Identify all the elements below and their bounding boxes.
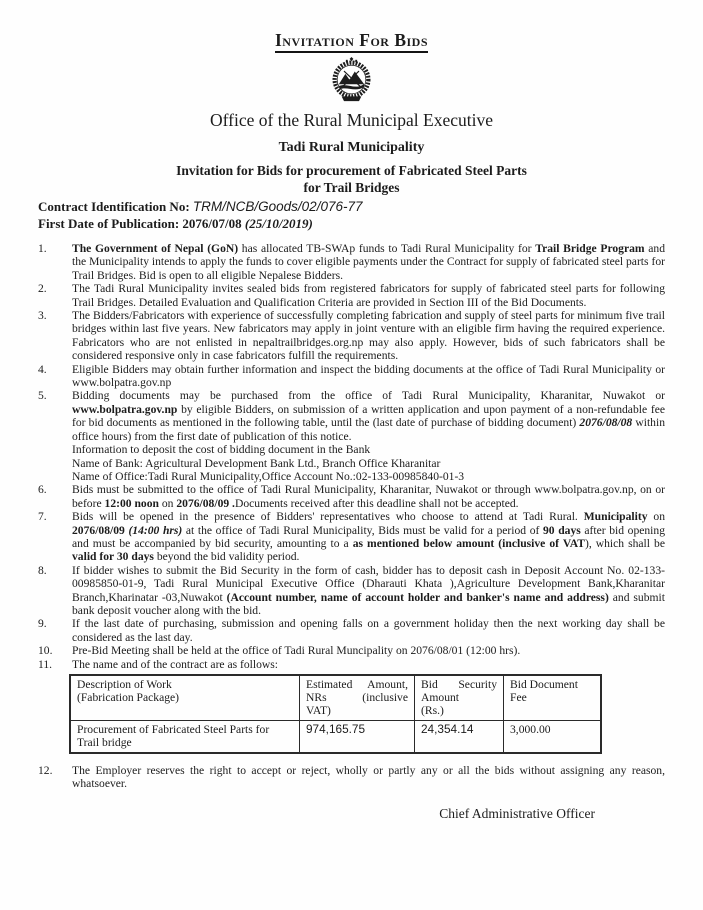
office-name: Office of the Rural Municipal Executive bbox=[210, 110, 493, 130]
table-header-cell: Estimated Amount, NRs (inclusive VAT) bbox=[300, 675, 415, 721]
publication-label: First Date of Publication: bbox=[38, 215, 183, 231]
numbered-list bbox=[38, 242, 665, 671]
item-number: 7. bbox=[38, 510, 47, 524]
publication-date-bs: 2076/07/08 bbox=[182, 215, 245, 231]
numbered-list-continued bbox=[38, 764, 665, 791]
table-cell: Procurement of Fabricated Steel Parts for Trail bridge bbox=[70, 721, 300, 754]
list-item bbox=[38, 564, 665, 618]
item-text: Bids must be submitted to the office of Tadi Rural Municipality, Kharanitar, Nuwakot or through www.bolpatra.gov.np, on or before 12:00 noon on 2076/08/09 .Documents received after this deadline shall not be accepted. bbox=[72, 483, 665, 510]
item-text: Bidding documents may be purchased from the office of Tadi Rural Municipality, Kharanitar, Nuwakot or www.bolpatra.gov.np by eligible Bidders, on submission of a written application and upon payment of a non-refundable fee for bid documents as mentioned in the following table, until the (last date of purchase of bidding document) 2076/08/08 within office hours) from the first date of publication of this notice. Information to deposit the cost of bidding document in the Bank Name of Bank: Agricultural Development Bank Ltd., Branch Office Kharanitar Name of Office:Tadi Rural Municipality,Office Account No.:02-133-00985840-01-3 bbox=[72, 389, 665, 483]
item-number: 5. bbox=[38, 389, 47, 403]
table-row bbox=[70, 721, 601, 754]
list-item bbox=[38, 309, 665, 363]
item-number: 11. bbox=[38, 657, 53, 671]
list-item bbox=[38, 242, 665, 282]
table-header-cell: Bid Security Amount (Rs.) bbox=[415, 675, 504, 721]
list-item bbox=[38, 658, 665, 671]
item-text: The Bidders/Fabricators with experience of successfully completing fabrication and supply of steel parts for minimum five trail bridges within last five years. New fabricators may apply in joint venture with an eligible firm having the required experience. Fabricators who are not enlisted in nepaltrailbridges.org.np may also apply. However, bids of such fabricators shall be considered responsive only in case fabricators fulfill the requirements. bbox=[72, 309, 665, 363]
list-item bbox=[38, 282, 665, 309]
table-cell: 3,000.00 bbox=[504, 721, 602, 754]
list-item bbox=[38, 764, 665, 791]
item-text: The Tadi Rural Municipality invites sealed bids from registered fabricators for supply of fabricated steel parts for following Trail Bridges. Detailed Evaluation and Qualification Criteria are provided in Section III of the Bid Documents. bbox=[72, 282, 665, 309]
item-number: 8. bbox=[38, 563, 47, 577]
item-text: Eligible Bidders may obtain further information and inspect the bidding documents at the office of Tadi Rural Municipality or www.bolpatra.gov.np bbox=[72, 362, 665, 390]
table-cell: 24,354.14 bbox=[415, 721, 504, 754]
publication-date-line bbox=[38, 216, 665, 233]
table-header-cell: Bid Document Fee bbox=[504, 675, 602, 721]
table-header-cell: Description of Work (Fabrication Package) bbox=[70, 675, 300, 721]
item-number: 1. bbox=[38, 242, 47, 255]
contract-identification-line bbox=[38, 199, 665, 216]
item-text: If the last date of purchasing, submission and opening falls on a government holiday then the next working day shall be considered as the last day. bbox=[72, 617, 665, 644]
item-text: The name and of the contract are as follows: bbox=[72, 657, 279, 671]
item-number: 9. bbox=[38, 617, 47, 631]
list-item bbox=[38, 617, 665, 644]
list-item bbox=[38, 363, 665, 390]
contract-number: TRM/NCB/Goods/02/076-77 bbox=[192, 199, 363, 214]
item-number: 4. bbox=[38, 362, 47, 376]
item-text: Bids will be opened in the presence of Bidders' representatives who choose to attend at Tadi Rural. Municipality on 2076/08/09 (14:00 hrs) at the office of Tadi Rural Municipality, Bids must be valid for a period of 90 days after bid opening and must be accompanied by bid security, amounting to a as mentioned below amount (inclusive of VAT), which shall be valid for 30 days beyond the bid validity period. bbox=[72, 510, 666, 564]
table-header-row bbox=[70, 675, 601, 721]
item-text: Pre-Bid Meeting shall be held at the office of Tadi Rural Muncipality on 2076/08/01 (12:00 hrs). bbox=[72, 644, 521, 658]
item-text: If bidder wishes to submit the Bid Security in the form of cash, bidder has to deposit cash in Deposit Account No. 02-133-00985850-01-9, Tadi Rural Municipal Executive Office (Dharauti Khata ),Agriculture Development Bank,Kharanitar Branch,Kharinatar -03,Nuwakot (Account number, name of account holder and banker's name and address) and submit bank deposit voucher along with the bid. bbox=[72, 563, 665, 617]
list-item bbox=[38, 644, 665, 657]
item-number: 6. bbox=[38, 483, 47, 497]
bid-subject-line2: for Trail Bridges bbox=[303, 179, 400, 195]
list-item bbox=[38, 389, 665, 483]
item-text: The Employer reserves the right to accept or reject, wholly or partly any or all the bids without assigning any reason, whatsoever. bbox=[72, 764, 665, 791]
item-number: 3. bbox=[38, 309, 47, 323]
bid-subject-line1: Invitation for Bids for procurement of Fabricated Steel Parts bbox=[176, 163, 527, 178]
municipality-name: Tadi Rural Municipality bbox=[278, 140, 425, 155]
item-number: 12. bbox=[38, 764, 53, 777]
page-title: Invitation For Bids bbox=[275, 30, 428, 53]
item-number: 10. bbox=[38, 644, 53, 658]
item-number: 2. bbox=[38, 282, 47, 296]
table-cell: 974,165.75 bbox=[300, 721, 415, 754]
document-header bbox=[0, 0, 703, 53]
list-item bbox=[38, 510, 665, 564]
item-text: The Government of Nepal (GoN) has allocated TB-SWAp funds to Tadi Rural Municipality for Trail Bridge Program and the Municipality intends to apply the funds to cover eligible payments under the Contract for supply of fabricated steel parts for Trail Bridges. Bid is open to all eligible Nepalese Bidders. bbox=[72, 242, 666, 282]
contract-label: Contract Identification No: bbox=[38, 199, 193, 214]
signature-title: Chief Administrative Officer bbox=[439, 805, 595, 821]
contract-table bbox=[69, 674, 602, 754]
nepal-emblem-icon bbox=[0, 57, 703, 105]
list-item bbox=[38, 483, 665, 510]
publication-date-ad: (25/10/2019) bbox=[244, 215, 313, 231]
